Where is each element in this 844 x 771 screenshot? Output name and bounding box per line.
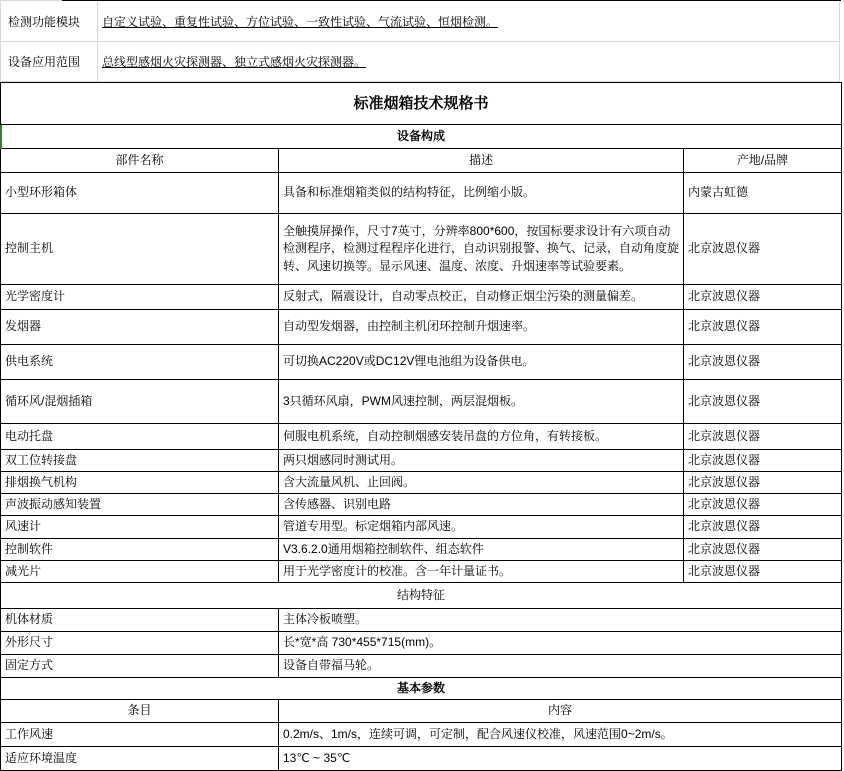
component-row [1,561,842,583]
component-brand: 北京波恩仪器 [684,472,842,494]
component-description: 含大流量风机、止回阀。 [279,472,684,494]
section-heading-composition[interactable]: 设备构成 [1,125,842,149]
parameter-name: 适应环境温度 [1,747,279,771]
component-description: 用于光学密度计的校准。含一年计量证书。 [279,561,684,583]
parameter-name: 工作风速 [1,723,279,747]
spec-table [0,82,842,771]
detect-modules-value-cell[interactable] [98,1,840,42]
section-heading-parameters: 基本参数 [1,678,842,700]
application-scope-value-cell[interactable] [98,42,840,82]
component-description: 具备和标准烟箱类似的结构特征，比例缩小版。 [279,173,684,214]
component-name: 供电系统 [1,345,279,380]
parameter-row [1,747,842,771]
column-header-content: 内容 [279,700,842,723]
component-row [1,173,842,214]
column-header-origin-brand: 产地/品牌 [684,149,842,173]
component-description: 管道专用型。标定烟箱内部风速。 [279,516,684,539]
component-row [1,285,842,310]
component-name: 控制软件 [1,539,279,561]
component-name: 减光片 [1,561,279,583]
component-name: 风速计 [1,516,279,539]
component-brand: 北京波恩仪器 [684,310,842,345]
component-description: 3只循环风扇，PWM风速控制，两层混烟板。 [279,380,684,424]
component-row [1,539,842,561]
component-row [1,214,842,285]
component-brand: 北京波恩仪器 [684,494,842,516]
component-brand: 内蒙古虹德 [684,173,842,214]
column-header-item: 条目 [1,700,279,723]
component-row [1,380,842,424]
component-name: 排烟换气机构 [1,472,279,494]
component-description: 可切换AC220V或DC12V锂电池组为设备供电。 [279,345,684,380]
structure-description: 长*宽*高 730*455*715(mm)。 [279,632,842,655]
structure-description: 主体冷板喷塑。 [279,609,842,632]
parameter-value: 0.2m/s、1m/s，连续可调，可定制，配合风速仪校准，风速范围0~2m/s。 [279,723,842,747]
section-heading-structure: 结构特征 [1,583,842,609]
component-name: 光学密度计 [1,285,279,310]
component-description: 两只烟感同时测试用。 [279,450,684,472]
component-name: 声波振动感知装置 [1,494,279,516]
component-brand: 北京波恩仪器 [684,345,842,380]
component-brand: 北京波恩仪器 [684,214,842,285]
component-row [1,472,842,494]
component-description: 自动型发烟器，由控制主机闭环控制升烟速率。 [279,310,684,345]
page-title: 标准烟箱技术规格书 [1,83,842,125]
detect-modules-link[interactable]: 自定义试验、重复性试验、方位试验、一致性试验、气流试验、恒烟检测。 [102,14,499,29]
top-info-row [1,42,840,82]
component-row [1,310,842,345]
top-info-table [0,0,840,82]
cutoff-table-border [62,0,841,1]
component-brand: 北京波恩仪器 [684,450,842,472]
column-header-part-name: 部件名称 [1,149,279,173]
component-name: 控制主机 [1,214,279,285]
structure-row [1,655,842,678]
component-row [1,494,842,516]
structure-name: 固定方式 [1,655,279,678]
component-row [1,424,842,450]
application-scope-link[interactable]: 总线型感烟火灾探测器、独立式感烟火灾探测器。 [102,55,367,69]
cell-selection-marker [0,125,2,149]
parameter-value: 13℃ ~ 35℃ [279,747,842,771]
component-brand: 北京波恩仪器 [684,539,842,561]
component-description: 反射式，隔震设计，自动零点校正，自动修正烟尘污染的测量偏差。 [279,285,684,310]
component-brand: 北京波恩仪器 [684,424,842,450]
component-name: 循环风/混烟插箱 [1,380,279,424]
component-row [1,345,842,380]
structure-description: 设备自带福马轮。 [279,655,842,678]
component-row [1,450,842,472]
component-row [1,516,842,539]
component-name: 发烟器 [1,310,279,345]
structure-row [1,609,842,632]
structure-row [1,632,842,655]
detect-modules-label: 检测功能模块 [1,1,98,42]
column-header-description: 描述 [279,149,684,173]
component-name: 小型环形箱体 [1,173,279,214]
component-name: 电动托盘 [1,424,279,450]
structure-name: 机体材质 [1,609,279,632]
component-description: 全触摸屏操作，尺寸7英寸，分辨率800*600，按国标要求设计有六项自动检测程序，检测过程程序化进行，自动识别报警、换气、记录，自动角度旋转、风速切换等。显示风速、温度、浓度、升烟速率等试验要素。 [279,214,684,285]
structure-name: 外形尺寸 [1,632,279,655]
component-name: 双工位转接盘 [1,450,279,472]
component-description: 含传感器、识别电路 [279,494,684,516]
application-scope-label: 设备应用范围 [1,42,98,82]
component-brand: 北京波恩仪器 [684,285,842,310]
parameter-row [1,723,842,747]
component-brand: 北京波恩仪器 [684,380,842,424]
component-description: V3.6.2.0通用烟箱控制软件、组态软件 [279,539,684,561]
component-brand: 北京波恩仪器 [684,516,842,539]
component-brand: 北京波恩仪器 [684,561,842,583]
top-info-row [1,1,840,42]
component-description: 伺服电机系统，自动控制烟感安装吊盘的方位角，有转接板。 [279,424,684,450]
